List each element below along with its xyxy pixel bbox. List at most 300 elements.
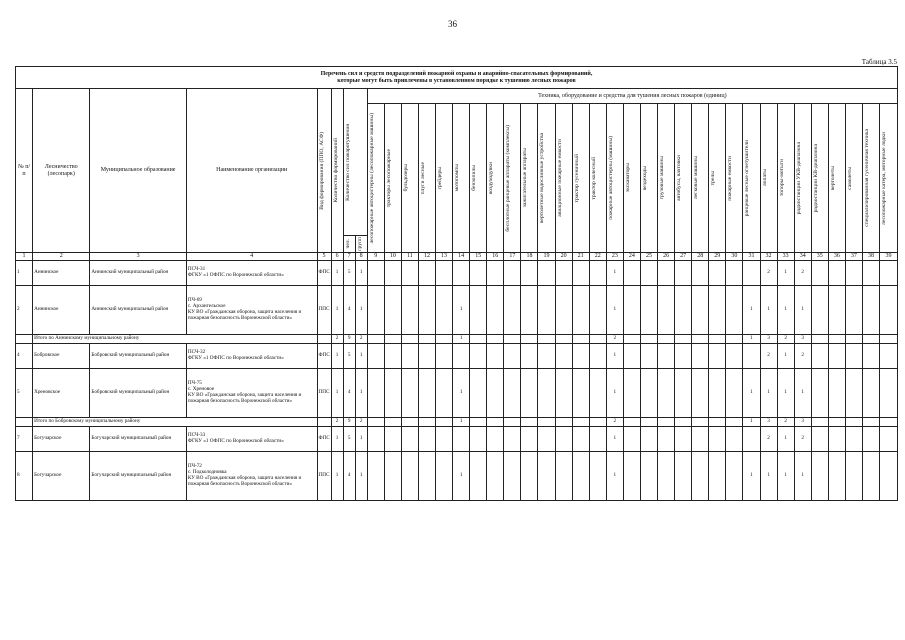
equipment-value-col-35 <box>811 286 828 335</box>
equipment-value-col-28 <box>692 344 709 369</box>
equipment-value-col-27 <box>675 418 692 427</box>
header-equipment-30: пожарные емкости <box>727 155 734 201</box>
equipment-value-col-34: 1 <box>794 286 811 335</box>
equipment-value-col-15 <box>470 261 487 286</box>
header-equipment-cell <box>401 104 418 253</box>
equipment-value-col-9 <box>367 418 384 427</box>
equipment-value-col-22 <box>589 344 606 369</box>
header-equipment-cell <box>606 104 623 253</box>
equipment-value-col-31: 1 <box>743 369 760 418</box>
equipment-value-col-16 <box>487 418 504 427</box>
header-equipment-38: специализированная гусеничная техника <box>863 129 870 227</box>
equipment-value-col-23: 1 <box>606 427 623 452</box>
header-equipment-cell <box>640 104 657 253</box>
column-number: 8 <box>355 253 367 261</box>
equipment-value-col-33: 1 <box>777 344 794 369</box>
equipment-value-col-36 <box>828 344 845 369</box>
equipment-value-col-36 <box>828 286 845 335</box>
equipment-value-col-10 <box>384 369 401 418</box>
header-equipment-17: бесплотные ранцевые аппараты (комплексы) <box>505 124 512 232</box>
equipment-value-col-39 <box>880 335 898 344</box>
equipment-value-col-19 <box>538 286 555 335</box>
unit-type: ППС <box>317 369 331 418</box>
table-row <box>16 261 898 286</box>
equipment-value-col-13 <box>436 418 453 427</box>
header-equipment-cell <box>811 104 828 253</box>
organization-name: ПСЧ-32 ФГКУ «1 ОФПС по Воронежской области» <box>186 344 317 369</box>
municipality-name: Богучарский муниципальный район <box>90 427 186 452</box>
equipment-value-col-11 <box>401 418 418 427</box>
column-number: 18 <box>521 253 538 261</box>
header-equipment-cell <box>880 104 898 253</box>
equipment-value-col-13 <box>436 452 453 501</box>
equipment-value-col-11 <box>401 335 418 344</box>
equipment-value-col-22 <box>589 427 606 452</box>
equipment-value-col-12 <box>418 418 435 427</box>
header-equipment-14: мотопомпы <box>454 164 461 192</box>
equipment-value-col-12 <box>418 452 435 501</box>
equipment-value-col-29 <box>709 369 726 418</box>
equipment-value-col-20 <box>555 427 572 452</box>
equipment-value-col-35 <box>811 427 828 452</box>
column-number: 3 <box>90 253 186 261</box>
header-equipment-cell <box>589 104 606 253</box>
equipment-value-col-20 <box>555 344 572 369</box>
equipment-value-col-33: 1 <box>777 427 794 452</box>
equipment-value-col-14: 1 <box>453 335 470 344</box>
equipment-value-col-36 <box>828 418 845 427</box>
equipment-value-col-31 <box>743 261 760 286</box>
column-number: 27 <box>675 253 692 261</box>
header-equipment-33: топоры-мотыги <box>778 159 785 197</box>
equipment-value-col-16 <box>487 261 504 286</box>
equipment-value-col-19 <box>538 344 555 369</box>
equipment-value-col-28 <box>692 418 709 427</box>
equipment-value-col-11 <box>401 286 418 335</box>
equipment-value-col-39 <box>880 261 898 286</box>
equipment-value-col-38 <box>862 335 879 344</box>
header-equipment-cell <box>384 104 401 253</box>
table-row <box>16 286 898 335</box>
people-count: 4 <box>343 452 355 501</box>
equipment-value-col-27 <box>675 335 692 344</box>
equipment-value-col-19 <box>538 369 555 418</box>
equipment-value-col-14: 1 <box>453 452 470 501</box>
equipment-value-col-32: 2 <box>760 261 777 286</box>
header-equipment-39: лесопожарные катера, моторные лодки <box>881 131 888 225</box>
column-number: 26 <box>658 253 675 261</box>
equipment-value-col-20 <box>555 261 572 286</box>
equipment-value-col-17 <box>504 369 521 418</box>
equipment-value-col-10 <box>384 344 401 369</box>
equipment-value-col-9 <box>367 369 384 418</box>
row-num: 2 <box>16 286 33 335</box>
header-equipment-21: трактор гусеничный <box>573 153 580 203</box>
header-equipment-16: воздуходувки <box>488 161 495 195</box>
people-count: 4 <box>343 286 355 335</box>
header-equipment-cell <box>862 104 879 253</box>
header-equipment-cell <box>453 104 470 253</box>
column-number: 31 <box>743 253 760 261</box>
table-row <box>16 344 898 369</box>
equipment-value-col-32: 3 <box>760 335 777 344</box>
equipment-value-col-23: 1 <box>606 286 623 335</box>
column-number: 11 <box>401 253 418 261</box>
equipment-value-col-19 <box>538 261 555 286</box>
row-num: 7 <box>16 427 33 452</box>
equipment-value-col-23: 1 <box>606 344 623 369</box>
equipment-value-col-29 <box>709 418 726 427</box>
equipment-value-col-22 <box>589 335 606 344</box>
formations-count: 2 <box>331 418 343 427</box>
header-equipment-28: легковые машины <box>693 156 700 200</box>
forestry-name: Аннинское <box>33 286 90 335</box>
equipment-value-col-33: 1 <box>777 286 794 335</box>
header-equipment-cell <box>470 104 487 253</box>
equipment-value-col-27 <box>675 261 692 286</box>
equipment-value-col-37 <box>845 427 862 452</box>
header-forestry: Лесничество (лесопарк) <box>33 89 90 253</box>
equipment-value-col-21 <box>572 335 589 344</box>
groups-count: 1 <box>355 261 367 286</box>
header-equipment-cell <box>367 104 384 253</box>
equipment-value-col-26 <box>658 286 675 335</box>
equipment-value-col-20 <box>555 418 572 427</box>
equipment-value-col-31: 1 <box>743 418 760 427</box>
groups-count: 2 <box>355 418 367 427</box>
equipment-value-col-14: 1 <box>453 418 470 427</box>
header-organization: Наименование организации <box>186 89 317 253</box>
header-forces-cell <box>343 89 367 236</box>
equipment-value-col-20 <box>555 335 572 344</box>
equipment-value-col-19 <box>538 427 555 452</box>
header-equipment-cell <box>521 104 538 253</box>
equipment-value-col-13 <box>436 261 453 286</box>
equipment-value-col-34: 1 <box>794 369 811 418</box>
equipment-value-col-23: 1 <box>606 261 623 286</box>
row-num: 4 <box>16 344 33 369</box>
equipment-value-col-25 <box>640 261 657 286</box>
equipment-value-col-29 <box>709 261 726 286</box>
header-equipment-cell <box>538 104 555 253</box>
header-equipment-cell <box>845 104 862 253</box>
header-equipment-22: трактор колесный <box>590 156 597 200</box>
equipment-value-col-35 <box>811 335 828 344</box>
groups-count: 1 <box>355 427 367 452</box>
header-equipment-cell <box>572 104 589 253</box>
equipment-value-col-10 <box>384 452 401 501</box>
equipment-value-col-16 <box>487 427 504 452</box>
header-equipment-cell <box>777 104 794 253</box>
unit-type-cell <box>317 335 331 344</box>
equipment-value-col-13 <box>436 286 453 335</box>
column-number: 25 <box>640 253 657 261</box>
equipment-value-col-16 <box>487 369 504 418</box>
equipment-value-col-24 <box>623 369 640 418</box>
equipment-value-col-28 <box>692 452 709 501</box>
equipment-value-col-18 <box>521 369 538 418</box>
equipment-value-col-12 <box>418 427 435 452</box>
equipment-value-col-11 <box>401 452 418 501</box>
subtotal-label: Итого по Бобровскому муниципальному району <box>33 418 317 427</box>
equipment-value-col-12 <box>418 369 435 418</box>
column-number: 6 <box>331 253 343 261</box>
groups-count: 1 <box>355 286 367 335</box>
subtotal-row <box>16 335 898 344</box>
equipment-value-col-18 <box>521 344 538 369</box>
header-equipment-11: бульдозеры <box>402 164 409 192</box>
equipment-value-col-9 <box>367 427 384 452</box>
unit-type: ФПС <box>317 344 331 369</box>
equipment-value-col-23: 2 <box>606 418 623 427</box>
equipment-value-col-15 <box>470 418 487 427</box>
column-number: 35 <box>811 253 828 261</box>
formations-count: 1 <box>331 452 343 501</box>
header-equipment-12: плуги лесные <box>419 161 426 195</box>
formations-count: 1 <box>331 427 343 452</box>
equipment-value-col-27 <box>675 452 692 501</box>
equipment-value-col-13 <box>436 344 453 369</box>
municipality-name: Аннинский муниципальный район <box>90 261 186 286</box>
equipment-value-col-30 <box>726 418 743 427</box>
column-number: 9 <box>367 253 384 261</box>
equipment-value-col-29 <box>709 286 726 335</box>
forces-table-container <box>15 66 898 501</box>
table-title <box>16 67 898 89</box>
equipment-value-col-29 <box>709 427 726 452</box>
groups-count: 1 <box>355 369 367 418</box>
equipment-value-col-14 <box>453 427 470 452</box>
equipment-value-col-34: 2 <box>794 261 811 286</box>
header-equipment-23: пожарные автоцистерны (машины) <box>607 136 614 220</box>
equipment-value-col-18 <box>521 261 538 286</box>
equipment-value-col-31: 1 <box>743 286 760 335</box>
header-equipment-19: вертолетные водосливные устройства <box>539 132 546 224</box>
header-equipment-cell <box>760 104 777 253</box>
column-number: 22 <box>589 253 606 261</box>
subtotal-row <box>16 418 898 427</box>
row-num-cell <box>16 335 33 344</box>
header-unit-type-cell <box>317 89 331 253</box>
equipment-value-col-38 <box>862 427 879 452</box>
equipment-value-col-38 <box>862 261 879 286</box>
header-equipment-cell <box>504 104 521 253</box>
table-title-line-1: Перечень сил и средств подразделений пожарной охраны и аварийно-спасательных формирований, <box>320 70 593 77</box>
header-equipment-20: авиационные пожарные емкости <box>556 139 563 217</box>
column-number: 10 <box>384 253 401 261</box>
equipment-value-col-37 <box>845 369 862 418</box>
equipment-value-col-31: 1 <box>743 335 760 344</box>
header-equipment-group: Техника, оборудование и средства для тушения лесных пожаров (единиц) <box>367 89 897 104</box>
equipment-value-col-25 <box>640 452 657 501</box>
equipment-value-col-34: 1 <box>794 452 811 501</box>
organization-name: ПЧ-72 с. Подколодновка КУ ВО «Гражданская оборона, защита населения и пожарная безопасность Воронежской области» <box>186 452 317 501</box>
column-number: 2 <box>33 253 90 261</box>
people-count: 5 <box>343 344 355 369</box>
equipment-value-col-10 <box>384 261 401 286</box>
equipment-value-col-37 <box>845 261 862 286</box>
equipment-value-col-33: 1 <box>777 369 794 418</box>
equipment-value-col-25 <box>640 286 657 335</box>
equipment-value-col-10 <box>384 418 401 427</box>
organization-name: ПЧ-75 с. Хреновое КУ ВО «Гражданская оборона, защита населения и пожарная безопасность Воронежской области» <box>186 369 317 418</box>
municipality-name: Богучарский муниципальный район <box>90 452 186 501</box>
header-equipment-27: автобусы, вахтовки <box>676 155 683 201</box>
equipment-value-col-37 <box>845 452 862 501</box>
equipment-value-col-21 <box>572 286 589 335</box>
header-equipment-cell <box>743 104 760 253</box>
equipment-value-col-17 <box>504 452 521 501</box>
equipment-value-col-10 <box>384 427 401 452</box>
header-equipment-36: вертолеты <box>829 165 836 191</box>
header-formations-count: Количество формирований <box>332 138 339 203</box>
equipment-value-col-22 <box>589 369 606 418</box>
column-number: 37 <box>845 253 862 261</box>
unit-type: ФПС <box>317 261 331 286</box>
column-number: 17 <box>504 253 521 261</box>
equipment-value-col-24 <box>623 344 640 369</box>
column-number: 30 <box>726 253 743 261</box>
equipment-value-col-28 <box>692 427 709 452</box>
equipment-value-col-36 <box>828 427 845 452</box>
column-number: 38 <box>862 253 879 261</box>
equipment-value-col-31 <box>743 344 760 369</box>
equipment-value-col-26 <box>658 335 675 344</box>
formations-count: 2 <box>331 335 343 344</box>
equipment-value-col-14 <box>453 344 470 369</box>
equipment-value-col-14: 1 <box>453 369 470 418</box>
equipment-value-col-26 <box>658 427 675 452</box>
equipment-value-col-18 <box>521 335 538 344</box>
forces-table <box>15 66 898 501</box>
header-equipment-34: радиостанции УКВ-диапазона <box>795 141 802 215</box>
header-equipment-10: тракторы лесопожарные <box>385 148 392 208</box>
column-number: 4 <box>186 253 317 261</box>
equipment-value-col-10 <box>384 335 401 344</box>
header-equipment-9: лесопожарные автоцистерны (лесопожарные машины) <box>368 112 375 244</box>
equipment-value-col-27 <box>675 427 692 452</box>
equipment-value-col-28 <box>692 286 709 335</box>
header-equipment-18: зажигательные аппараты <box>522 148 529 208</box>
header-equipment-31: ранцевые лесные огнетушители <box>744 139 751 217</box>
equipment-value-col-17 <box>504 335 521 344</box>
equipment-value-col-24 <box>623 286 640 335</box>
equipment-value-col-21 <box>572 452 589 501</box>
equipment-value-col-16 <box>487 335 504 344</box>
equipment-value-col-39 <box>880 369 898 418</box>
header-equipment-29: трелы <box>710 170 717 186</box>
formations-count: 1 <box>331 369 343 418</box>
header-equipment-cell <box>726 104 743 253</box>
groups-count: 2 <box>355 335 367 344</box>
equipment-value-col-15 <box>470 286 487 335</box>
equipment-value-col-18 <box>521 286 538 335</box>
groups-count: 1 <box>355 344 367 369</box>
equipment-value-col-29 <box>709 335 726 344</box>
equipment-value-col-21 <box>572 369 589 418</box>
column-number: 33 <box>777 253 794 261</box>
equipment-value-col-12 <box>418 344 435 369</box>
equipment-value-col-28 <box>692 369 709 418</box>
equipment-value-col-31: 1 <box>743 452 760 501</box>
unit-type-cell <box>317 418 331 427</box>
municipality-name: Бобровский муниципальный район <box>90 369 186 418</box>
column-number: 15 <box>470 253 487 261</box>
equipment-value-col-36 <box>828 335 845 344</box>
equipment-value-col-32: 1 <box>760 452 777 501</box>
equipment-value-col-24 <box>623 261 640 286</box>
equipment-value-col-16 <box>487 286 504 335</box>
equipment-value-col-32: 1 <box>760 286 777 335</box>
equipment-value-col-21 <box>572 427 589 452</box>
equipment-value-col-32: 1 <box>760 369 777 418</box>
equipment-value-col-38 <box>862 286 879 335</box>
equipment-value-col-25 <box>640 335 657 344</box>
column-number: 16 <box>487 253 504 261</box>
equipment-value-col-30 <box>726 369 743 418</box>
equipment-value-col-19 <box>538 418 555 427</box>
people-count: 4 <box>343 369 355 418</box>
equipment-value-col-28 <box>692 261 709 286</box>
equipment-value-col-17 <box>504 427 521 452</box>
header-equipment-24: экскаваторы <box>624 163 631 193</box>
page-number: 36 <box>448 19 457 29</box>
equipment-value-col-25 <box>640 369 657 418</box>
equipment-value-col-35 <box>811 369 828 418</box>
equipment-value-col-32: 3 <box>760 418 777 427</box>
equipment-value-col-17 <box>504 261 521 286</box>
equipment-value-col-34: 3 <box>794 418 811 427</box>
equipment-value-col-17 <box>504 418 521 427</box>
equipment-value-col-30 <box>726 335 743 344</box>
column-number: 28 <box>692 253 709 261</box>
equipment-value-col-24 <box>623 418 640 427</box>
equipment-value-col-25 <box>640 344 657 369</box>
equipment-value-col-26 <box>658 344 675 369</box>
equipment-value-col-33: 1 <box>777 261 794 286</box>
equipment-value-col-36 <box>828 452 845 501</box>
equipment-value-col-27 <box>675 286 692 335</box>
header-equipment-15: бензопилы <box>471 165 478 191</box>
column-number: 13 <box>436 253 453 261</box>
equipment-value-col-38 <box>862 452 879 501</box>
equipment-value-col-21 <box>572 344 589 369</box>
equipment-value-col-23: 2 <box>606 335 623 344</box>
row-num-cell <box>16 418 33 427</box>
equipment-value-col-35 <box>811 452 828 501</box>
equipment-value-col-15 <box>470 344 487 369</box>
column-number: 34 <box>794 253 811 261</box>
equipment-value-col-33: 2 <box>777 418 794 427</box>
equipment-value-col-26 <box>658 418 675 427</box>
equipment-value-col-22 <box>589 261 606 286</box>
equipment-value-col-24 <box>623 427 640 452</box>
equipment-value-col-30 <box>726 452 743 501</box>
equipment-value-col-37 <box>845 335 862 344</box>
equipment-value-col-35 <box>811 418 828 427</box>
column-number: 7 <box>343 253 355 261</box>
equipment-value-col-37 <box>845 286 862 335</box>
table-title-line-2: которые могут быть привлечены в установленном порядке к тушению лесных пожаров <box>337 77 576 84</box>
equipment-value-col-11 <box>401 344 418 369</box>
equipment-value-col-30 <box>726 427 743 452</box>
equipment-value-col-15 <box>470 335 487 344</box>
equipment-value-col-19 <box>538 452 555 501</box>
people-count: 5 <box>343 427 355 452</box>
equipment-value-col-22 <box>589 452 606 501</box>
equipment-value-col-23: 1 <box>606 369 623 418</box>
header-equipment-cell <box>658 104 675 253</box>
